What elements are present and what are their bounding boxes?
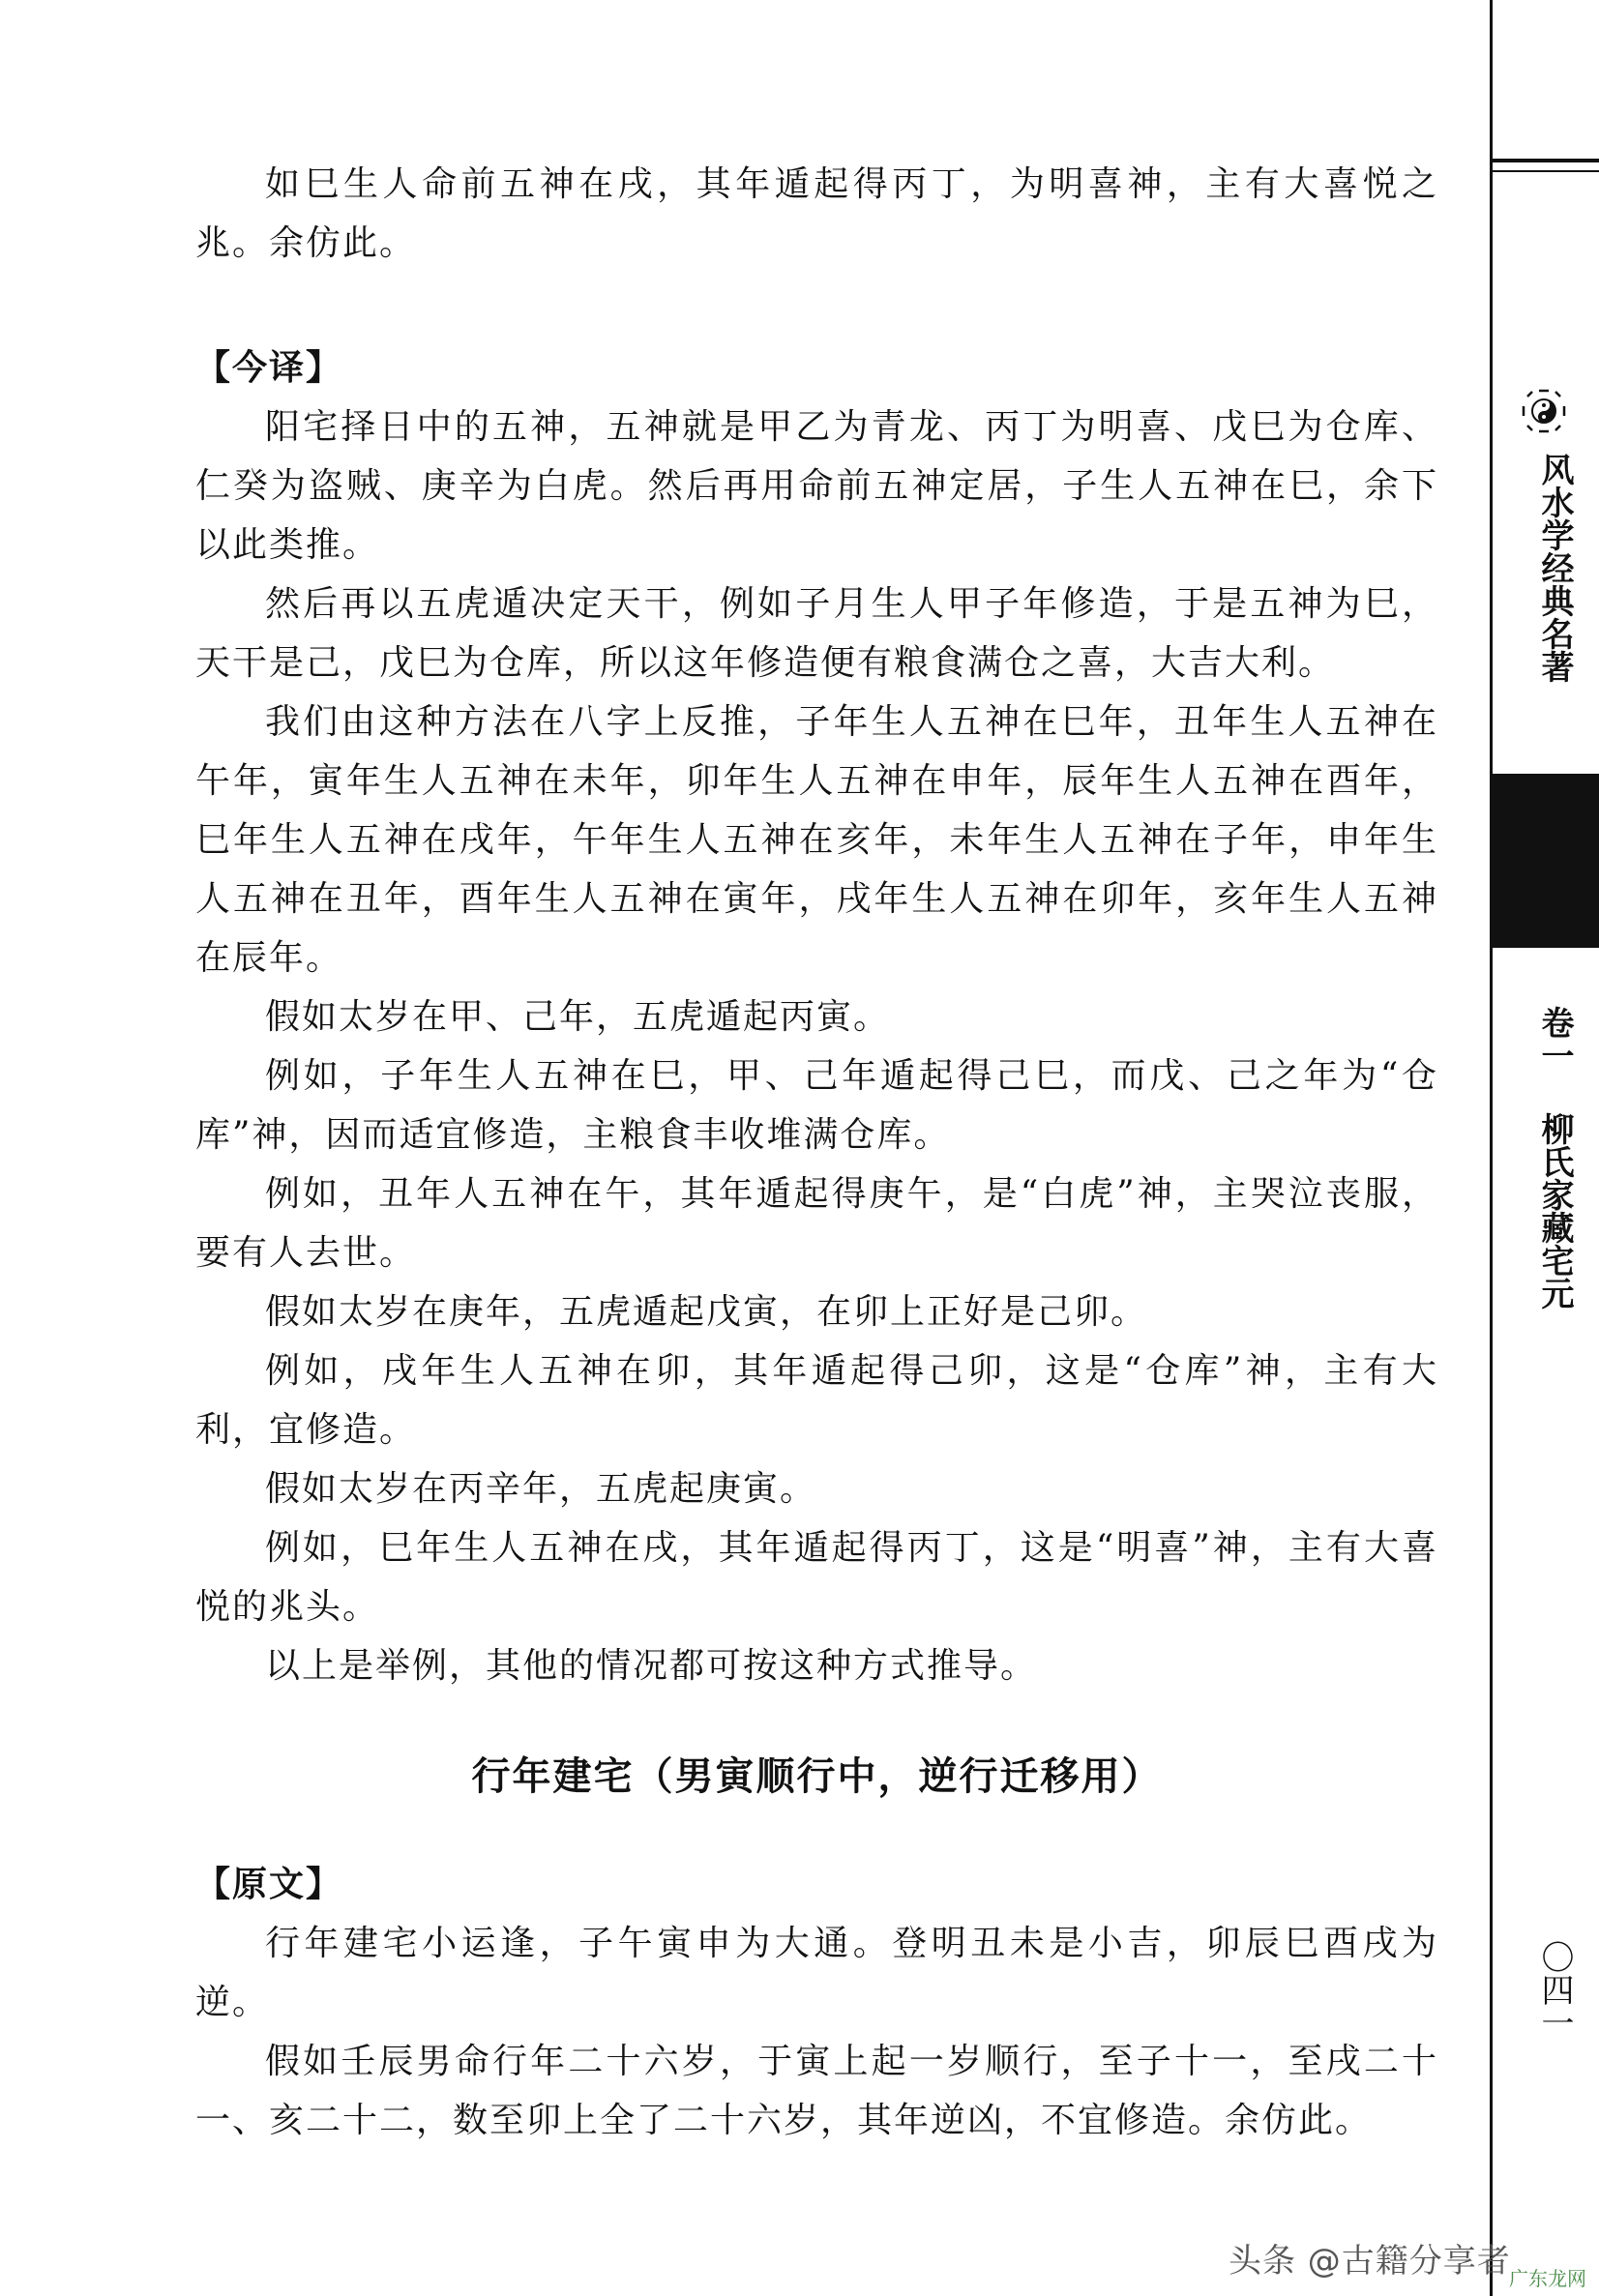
side-margin (1490, 0, 1599, 2296)
paragraph: 例如，巳年生人五神在戌，其年遁起得丙丁，这是“明喜”神，主有大喜悦的兆头。 (195, 1528, 1438, 1627)
paragraph: 行年建宅小运逢，子午寅申为大通。登明丑未是小吉，卯辰巳酉戌为逆。 (195, 1924, 1438, 2022)
margin-rule (1493, 170, 1599, 172)
series-title: 风水学经典名著 (1535, 453, 1574, 683)
paragraph: 假如壬辰男命行年二十六岁，于寅上起一岁顺行，至子十一，至戌二十一、亥二十二，数至卯上全了二十六岁，其年逆凶，不宜修造。余仿此。 (195, 2042, 1438, 2140)
paragraph-intro: 如巳生人命前五神在戌，其年遁起得丙丁，为明喜神，主有大喜悦之兆。余仿此。 (195, 164, 1438, 263)
page-body (195, 155, 1438, 2150)
page-number: 〇四一 (1535, 1940, 1574, 2039)
paragraph: 阳宅择日中的五神，五神就是甲乙为青龙、丙丁为明喜、戊巳为仓库、仁癸为盗贼、庚辛为白虎。然后再用命前五神定居，子生人五神在巳，余下以此类推。 (195, 407, 1438, 565)
paragraph: 例如，子年生人五神在巳，甲、己年遁起得己巳，而戊、己之年为“仓库”神，因而适宜修造，主粮食丰收堆满仓库。 (195, 1056, 1438, 1155)
section-label-original: 【原文】 (195, 1865, 343, 1904)
paragraph: 假如太岁在甲、己年，五虎遁起丙寅。 (265, 997, 891, 1037)
section-label-translation: 【今译】 (195, 348, 343, 388)
paragraph: 假如太岁在庚年，五虎遁起戊寅，在卯上正好是己卯。 (265, 1292, 1148, 1332)
yin-yang-bagua-icon (1520, 387, 1568, 435)
paragraph: 以上是举例，其他的情况都可按这种方式推导。 (265, 1646, 1038, 1686)
corner-watermark: 广东龙网 (1509, 2267, 1586, 2290)
paragraph: 我们由这种方法在八字上反推，子年生人五神在巳年，丑年生人五神在午年，寅年生人五神在未年，卯年生人五神在申年，辰年生人五神在酉年，巳年生人五神在戌年，午年生人五神在亥年，未年生人五神在子年，申年生人五神在丑年，酉年生人五神在寅年，戌年生人五神在卯年，亥年生人五神在辰年。 (195, 702, 1438, 978)
paragraph: 然后再以五虎遁决定天干，例如子月生人甲子年修造，于是五神为巳，天干是己，戊巳为仓库，所以这年修造便有粮食满仓之喜，大吉大利。 (195, 584, 1438, 683)
margin-rule (1493, 159, 1599, 162)
paragraph: 假如太岁在丙辛年，五虎起庚寅。 (265, 1469, 817, 1509)
volume-label: 卷一 (1535, 1006, 1574, 1072)
section-tab (1493, 774, 1599, 948)
watermark: 头条 @古籍分享者 (1229, 2242, 1511, 2281)
section-title: 行年建宅（男寅顺行中，逆行迁移用） (471, 1754, 1163, 1799)
chapter-title: 柳氏家藏宅元 (1535, 1112, 1574, 1310)
paragraph: 例如，丑年人五神在午，其年遁起得庚午，是“白虎”神，主哭泣丧服，要有人去世。 (195, 1174, 1438, 1273)
paragraph: 例如，戌年生人五神在卯，其年遁起得己卯，这是“仓库”神，主有大利，宜修造。 (195, 1351, 1438, 1450)
